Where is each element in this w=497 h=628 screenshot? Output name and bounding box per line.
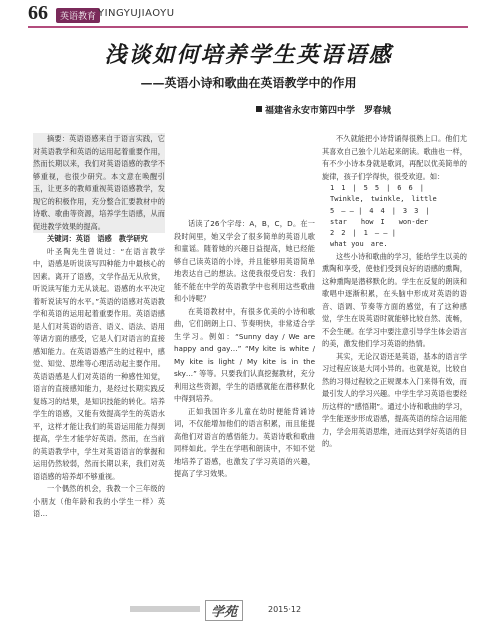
article-title: 浅谈如何培养学生英语语感 [104, 42, 393, 68]
paragraph: 正如我国许多儿童在幼时便能背诵诗词，不仅能增加他们的语言积累，而且能提高他们对语言的感悟能力。英语诗歌和歌曲同样如此。学生在学唱和朗读中，不知不觉地培养了语感，也激发了学习英语的兴趣，提高了学习效果。 [174, 406, 315, 478]
paragraph: 话读了26个字母：A，B，C，D。在一段时间里，她又学会了很多简单的英语儿歌和童谣。随着她的兴趣日益提高，她已经能够自己读英语的小诗，并且能够用英语简单地表达自己的想法。这使我很受启发：我们能不能在中学的英语教学中也利用这些歌曲和小诗呢？ [174, 219, 315, 303]
magazine-badge: 英语教育 [56, 8, 100, 23]
page-footer [0, 596, 497, 628]
song-notation [322, 183, 467, 251]
keywords: 关键词：英语 语感 教学研究 [47, 234, 148, 243]
issue-number: 2015·12 [268, 605, 302, 614]
abstract-text: 摘要：英语语感来自于语言实践，它对英语教学和英语的运用起着重要作用，然而长期以来，我们对英语语感的教学不够重视，也很少研究。本文意在唤醒引玉，让更多的教师重视英语语感教学，发现它的积极作用，充分整合汇要教材中的诗歌、歌曲等资源，培养学生语感，从而促进教学效果的提高。 [33, 134, 165, 231]
paragraph: 不久就能把小诗背诵得很熟上口。他们尤其喜欢自己独个儿站起来朗读。歌曲也一样，有不少小诗本身就是歌词，再配以优美简单的旋律，孩子们学得快，很受欢迎。如： [322, 134, 467, 181]
header-divider [28, 26, 468, 28]
paragraph: 一个偶然的机会，我教一个三年级的小朋友（他年龄和我的小学生一样）英语… [33, 484, 165, 518]
paragraph: 这些小诗和歌曲的学习，能给学生以美的熏陶和享受，使他们受到良好的语感的熏陶，这种熏陶是潜移默化的。学生在反复的朗读和歌唱中逐渐积累，在头脑中形成对英语的语音、语调、节奏等方面的感觉，有了这种感觉，学生在说英语时就能够比较自然、流畅，不会生硬。在学习中要注意引导学生体会语言的美，激发他们学习英语的热情。 [322, 251, 467, 349]
magazine-name: YINGYUJIAOYU [98, 8, 175, 19]
column-2 [174, 218, 315, 584]
column-3 [322, 133, 467, 593]
column-1 [33, 133, 165, 588]
author-name: 福建省永安市第四中学 罗春城 [265, 106, 392, 116]
poem-line: 2 2 | 1 — — | [330, 229, 396, 238]
poem-line: Twinkle, twinkle, little [330, 195, 437, 204]
article-author [256, 103, 391, 116]
poem-line: 1 1 | 5 5 | 6 6 | [330, 184, 424, 192]
author-marker-icon [256, 106, 262, 112]
footer-decoration [130, 606, 200, 612]
poem-line: star how I won-der [330, 217, 429, 226]
paragraph: 在英语教材中，有很多优美的小诗和歌曲，它们朗朗上口、节奏明快，非常适合学生学习。例如：“Sunny day / We are happy and gay…” “My kite is white / My kite is light / My kite is in the sky…” 等等。只要我们认真挖掘教材，充分利用这些资源，学生的语感就能在潜移默化中得到培养。 [174, 306, 315, 403]
article-subtitle: ——英语小诗和歌曲在英语教学中的作用 [140, 76, 357, 90]
poem-line: 5 — — | 4 4 | 3 3 | [330, 206, 430, 215]
paragraph: 其实，无论汉语还是英语，基本的语言学习过程应该是大同小异的。也就是说，比较自然的习得过程较之正规课本入门来得有效，而最引发人的学习兴趣。中学生学习英语也要经历这样的“感悟期”。通过小诗和歌曲的学习，学生能逐步形成语感，提高英语的综合运用能力，学会用英语思维，进而达到学好英语的目的。 [322, 351, 467, 449]
page-header [0, 0, 497, 28]
page-number: 66 [28, 2, 48, 24]
footer-logo: 学苑 [205, 600, 243, 621]
paragraph: 叶圣陶先生曾说过：“在语言教学中，语感是听说读写四种能力中最核心的因素。离开了语感，文学作品无从欣赏，听说读写能力无从谈起。语感的水平决定着听说读写的水平。”英语的语感对英语教学和英语的运用起着重要作用。英语语感是人们对英语的语音、语义、语法、语用等诸方面的感受，它是人们对语言的直接感知能力。在英语语感产生的过程中，感觉、知觉、思维等心理活动起主要作用。英语语感是人们对英语的一种感性知觉，语言的直接感知能力，是经过长期实践反复练习的结果，是知识技能的转化。培养学生的语感，又能有效提高学生的英语水平，这样才能让我们的英语运用能力得到提高，学生才能学好英语。然而，在当前的英语教学中，学生对英语语言的掌握和运用仍然较弱，然而长期以来，我们对英语语感的培养却不够重视。 [33, 246, 165, 481]
poem-line: what you are. [330, 240, 388, 249]
